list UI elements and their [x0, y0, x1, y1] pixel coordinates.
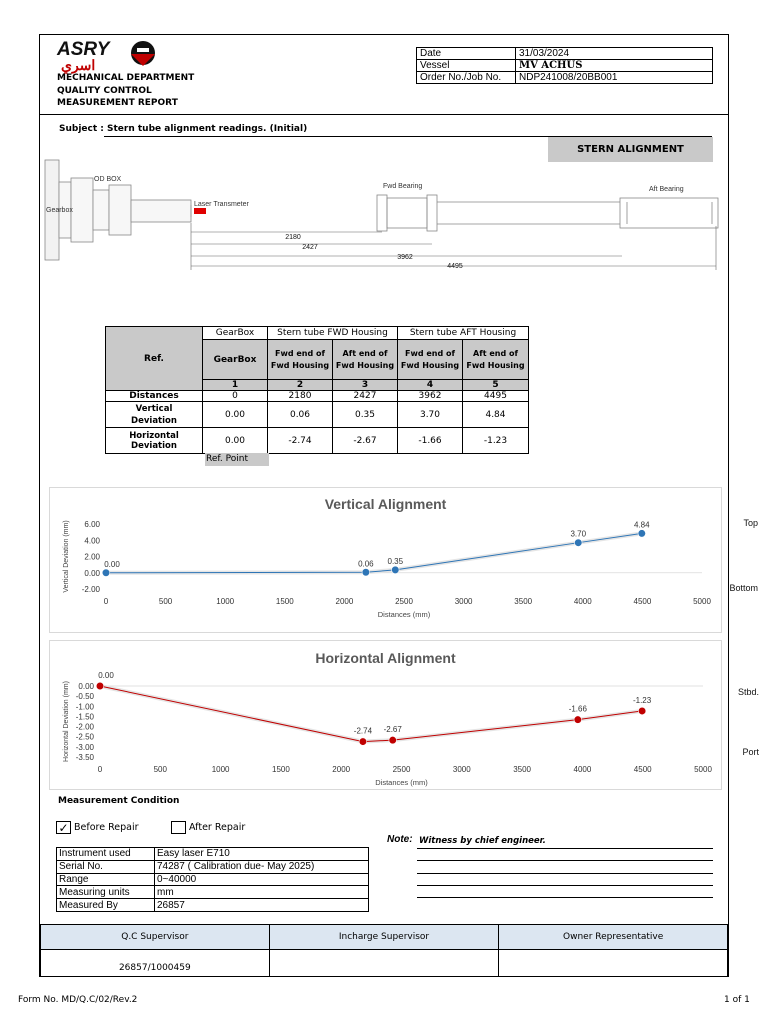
stern-alignment-title: STERN ALIGNMENT — [548, 137, 713, 162]
col-number: 4 — [398, 380, 463, 391]
signature-value — [499, 950, 728, 977]
instrument-label: Measured By — [57, 899, 155, 912]
logo-latin-text: ASRY — [57, 39, 110, 60]
col-number: 1 — [203, 380, 268, 391]
header-divider — [40, 114, 728, 115]
table-cell: 0.00 — [203, 402, 268, 428]
sub-header: GearBox — [203, 340, 268, 380]
logo-graphic — [57, 40, 161, 72]
x-tick-label: 3000 — [454, 597, 473, 606]
group-header: Stern tube FWD Housing — [268, 327, 398, 340]
x-tick-label: 4000 — [573, 597, 592, 606]
x-tick-label: 2500 — [395, 597, 413, 606]
col-number: 2 — [268, 380, 333, 391]
x-tick-label: 4500 — [633, 765, 652, 774]
x-tick-label: 3500 — [514, 597, 533, 606]
table-cell: 0.00 — [203, 428, 268, 454]
data-point — [638, 707, 646, 715]
y-tick-label: -0.50 — [75, 692, 94, 702]
after-repair-label: After Repair — [189, 822, 246, 833]
row-label: Distances — [106, 391, 203, 402]
data-point — [389, 736, 397, 744]
data-label: -2.67 — [383, 725, 402, 735]
signature-value — [269, 950, 499, 977]
col-number: 5 — [463, 380, 529, 391]
table-cell: 4495 — [463, 391, 529, 402]
table-cell: 4.84 — [463, 402, 529, 428]
sub-header: Aft end of Fwd Housing — [333, 340, 398, 380]
ref-point-label: Ref. Point — [205, 453, 269, 466]
header-row-order — [417, 72, 713, 84]
instrument-value: mm — [155, 886, 369, 899]
group-header: Stern tube AFT Housing — [398, 327, 529, 340]
x-tick-label: 0 — [97, 765, 103, 774]
data-label: -1.66 — [568, 704, 587, 714]
group-header: GearBox — [203, 327, 268, 340]
header-label: Order No./Job No. — [417, 72, 516, 84]
data-label: 0.06 — [358, 559, 374, 569]
instrument-label: Range — [57, 873, 155, 886]
vertical-chart-svg — [50, 488, 758, 632]
y-tick-label: -3.00 — [75, 742, 94, 752]
instrument-label: Measuring units — [57, 886, 155, 899]
before-repair-label: Before Repair — [74, 822, 139, 833]
table-cell: 3.70 — [398, 402, 463, 428]
table-cell: -1.23 — [463, 428, 529, 454]
data-label: 0.00 — [104, 559, 120, 569]
page-number: 1 of 1 — [724, 995, 750, 1005]
table-row — [57, 860, 369, 873]
instrument-label: Serial No. — [57, 860, 155, 873]
stern-tube-diagram — [42, 160, 726, 275]
department-line: MEASUREMENT REPORT — [57, 98, 178, 108]
y-tick-label: -1.00 — [75, 702, 94, 712]
data-point — [391, 566, 399, 574]
table-row — [106, 402, 529, 428]
chart-title: Vertical Alignment — [324, 496, 447, 512]
x-tick-label: 2000 — [332, 765, 351, 774]
dim-label: 2180 — [285, 234, 301, 241]
data-point — [359, 738, 367, 746]
header-info-table — [416, 47, 713, 84]
y-tick-label: -2.00 — [81, 585, 100, 594]
x-tick-label: 2000 — [335, 597, 354, 606]
dim-label: 3962 — [397, 254, 413, 261]
vertical-alignment-chart — [49, 487, 758, 633]
data-label: 0.35 — [387, 556, 404, 566]
before-repair-checkbox[interactable]: ✓ — [56, 821, 71, 834]
header-value: NDP241008/20BB001 — [516, 72, 713, 84]
series-shadow — [106, 533, 642, 572]
x-tick-label: 4500 — [633, 597, 652, 606]
header-value: MV ACHUS — [516, 60, 713, 72]
annotation-label: Bottom — [729, 583, 758, 593]
annotation-label: Top — [743, 518, 758, 528]
y-tick-label: -1.50 — [75, 712, 94, 722]
subject-label: Subject : — [59, 124, 104, 134]
table-row — [57, 886, 369, 899]
col-number: 3 — [333, 380, 398, 391]
row-label: Horizontal Deviation — [106, 428, 203, 454]
x-tick-label: 1000 — [216, 597, 235, 606]
y-axis-title: Horizontal Deviation (mm) — [63, 681, 70, 762]
row-label: Vertical Deviation — [106, 402, 203, 428]
signature-header: Q.C Supervisor — [41, 925, 270, 950]
signature-header: Incharge Supervisor — [269, 925, 499, 950]
data-point — [638, 530, 646, 538]
dim-label: 4495 — [447, 263, 463, 270]
sub-header: Fwd end of Fwd Housing — [398, 340, 463, 380]
fwd-bearing-label: Fwd Bearing — [383, 183, 423, 190]
y-tick-label: 4.00 — [84, 536, 100, 546]
alignment-data-table — [105, 326, 529, 454]
note-text: Witness by chief engineer. — [419, 836, 546, 846]
gearbox-label: Gearbox — [46, 207, 73, 214]
table-cell: 0 — [203, 391, 268, 402]
instrument-value: Easy laser E710 — [155, 848, 369, 861]
y-tick-label: -2.00 — [75, 722, 94, 732]
note-line — [417, 873, 713, 874]
header-row-date — [417, 48, 713, 60]
x-tick-label: 5000 — [693, 597, 711, 606]
data-label: 3.70 — [570, 529, 587, 539]
x-tick-label: 3500 — [513, 765, 531, 774]
table-row — [57, 873, 369, 886]
x-tick-label: 1500 — [275, 597, 294, 606]
table-cell: 2180 — [268, 391, 333, 402]
x-tick-label: 0 — [103, 597, 109, 606]
x-tick-label: 500 — [153, 765, 167, 774]
table-row — [106, 428, 529, 454]
laser-label: Laser Transmeter — [194, 201, 249, 208]
company-logo — [57, 40, 161, 72]
header-row-vessel — [417, 60, 713, 72]
data-point — [574, 539, 582, 547]
signature-header: Owner Representative — [499, 925, 728, 950]
department-line: QUALITY CONTROL — [57, 85, 152, 96]
note-line — [417, 860, 713, 861]
instrument-value: 74287 ( Calibration due- May 2025) — [155, 860, 369, 873]
table-cell: -1.66 — [398, 428, 463, 454]
x-tick-label: 500 — [158, 597, 173, 606]
data-label: -2.74 — [353, 726, 373, 736]
x-tick-label: 5000 — [694, 765, 712, 774]
table-cell: 2427 — [333, 391, 398, 402]
table-cell: -2.67 — [333, 428, 398, 454]
department-line: MECHANICAL DEPARTMENT — [57, 73, 195, 83]
x-tick-label: 1000 — [211, 765, 230, 774]
signature-value: 26857/1000459 — [41, 950, 270, 977]
horizontal-chart-svg — [50, 641, 759, 789]
data-point — [102, 569, 110, 577]
data-point — [96, 682, 104, 690]
data-label: 4.84 — [634, 520, 650, 530]
series-line — [106, 533, 642, 572]
table-cell: -2.74 — [268, 428, 333, 454]
x-tick-label: 3000 — [452, 765, 471, 774]
data-point — [362, 568, 370, 576]
table-row — [57, 848, 369, 861]
ref-header: Ref. — [106, 327, 203, 391]
y-tick-label: 6.00 — [84, 520, 100, 529]
instrument-value: 0~40000 — [155, 873, 369, 886]
header-label: Date — [417, 48, 516, 60]
sub-header: Aft end of Fwd Housing — [463, 340, 529, 380]
annotation-label: Stbd. — [737, 687, 759, 697]
data-label: -1.23 — [632, 695, 652, 705]
instrument-value: 26857 — [155, 899, 369, 912]
sub-header: Fwd end of Fwd Housing — [268, 340, 333, 380]
table-cell: 0.35 — [333, 402, 398, 428]
horizontal-alignment-chart — [49, 640, 759, 790]
od-box-label: OD BOX — [94, 176, 122, 183]
after-repair-checkbox[interactable] — [171, 821, 186, 834]
x-tick-label: 1500 — [272, 765, 290, 774]
instrument-table — [56, 847, 369, 912]
department-block — [57, 72, 194, 110]
table-row — [57, 899, 369, 912]
x-tick-label: 2500 — [392, 765, 411, 774]
header-label: Vessel — [417, 60, 516, 72]
y-tick-label: 2.00 — [84, 552, 100, 562]
x-axis-title: Distances (mm) — [375, 778, 428, 787]
chart-title: Horizontal Alignment — [315, 650, 456, 666]
x-tick-label: 4000 — [573, 765, 592, 774]
y-axis-title: Vertical Deviation (mm) — [63, 520, 70, 593]
y-tick-label: 0.00 — [84, 568, 100, 578]
note-line — [417, 885, 713, 886]
aft-bearing-label: Aft Bearing — [649, 186, 684, 193]
y-tick-label: -3.50 — [75, 753, 94, 762]
y-tick-label: 0.00 — [78, 682, 94, 691]
note-line — [417, 848, 713, 849]
logo-arabic-text: اسري — [61, 57, 96, 73]
laser-transmitter-icon — [194, 208, 206, 214]
table-cell: 3962 — [398, 391, 463, 402]
subject-text: Stern tube alignment readings. (Initial) — [107, 124, 308, 134]
x-axis-title: Distances (mm) — [377, 610, 431, 619]
annotation-label: Port — [742, 747, 759, 757]
form-number: Form No. MD/Q.C/02/Rev.2 — [18, 995, 138, 1005]
signature-table — [40, 924, 728, 977]
note-label: Note: — [387, 834, 413, 845]
measurement-condition-title: Measurement Condition — [58, 796, 180, 806]
dim-label: 2427 — [302, 244, 318, 251]
table-cell: 0.06 — [268, 402, 333, 428]
header-value: 31/03/2024 — [516, 48, 713, 60]
data-point — [574, 716, 582, 724]
note-line — [417, 897, 713, 898]
table-row — [106, 391, 529, 402]
y-tick-label: -2.50 — [75, 732, 94, 742]
instrument-label: Instrument used — [57, 848, 155, 861]
data-label: 0.00 — [98, 671, 114, 680]
